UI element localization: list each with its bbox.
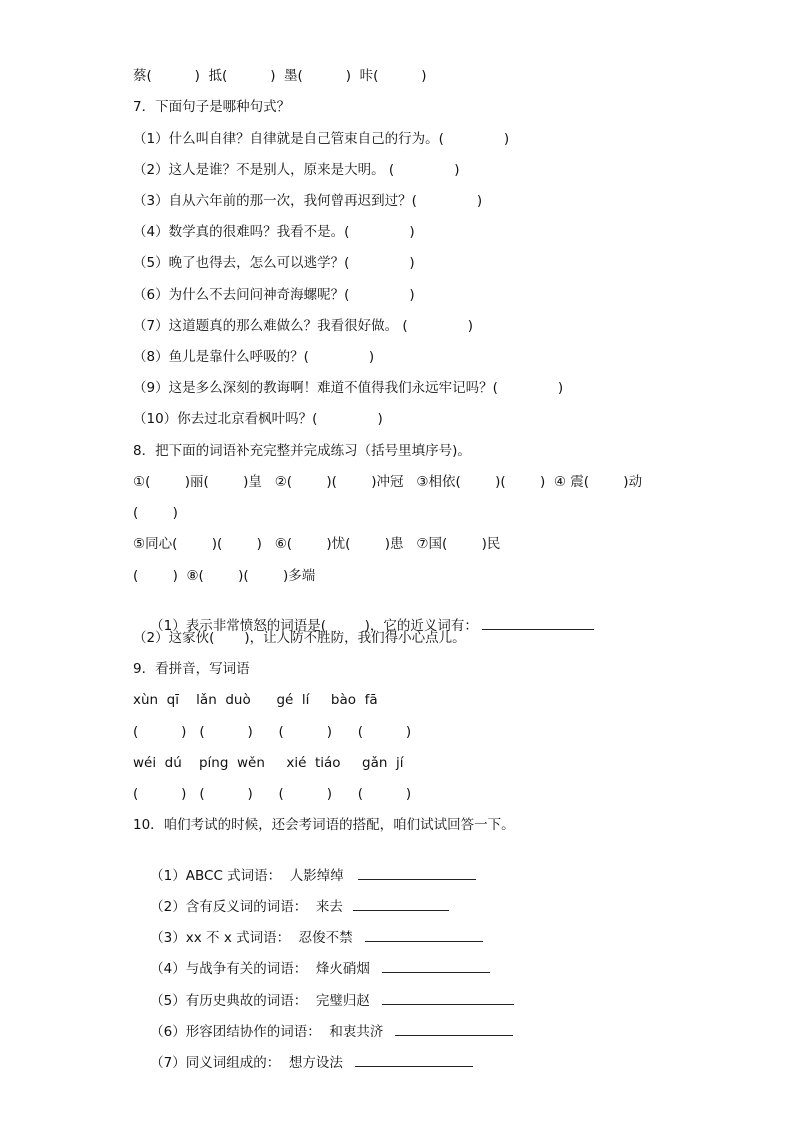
question-10-title: 10．咱们考试的时候，还会考词语的搭配，咱们试试回答一下。 [133,817,515,833]
q7-item-8: （8）鱼儿是靠什么呼吸的？( ) [133,349,375,365]
q7-item-3: （3）自从六年前的那一次，我何曾再迟到过？( ) [133,193,483,209]
answer-blank [382,959,490,973]
q8-sub-2: （2）这家伙( )，让人防不胜防，我们得小心点儿。 [133,630,466,646]
q10-item-4-text: （4）与战争有关的词语： 烽火硝烟 [150,961,370,977]
q7-item-10: （10）你去过北京看枫叶吗？( ) [133,411,383,427]
q10-item-7 [133,1035,473,1090]
q10-item-1-text: （1）ABCC 式词语： 人影绰绰 [150,868,344,884]
q10-item-2-text: （2）含有反义词的词语： 来去 [150,899,343,915]
q7-item-6: （6）为什么不去问问神奇海螺呢？( ) [133,287,415,303]
q7-item-2: （2）这人是谁？不是别人，原来是大明。 ( ) [133,162,460,178]
q8-row-2: ⑤同心( )( ) ⑥( )忧( )患 ⑦国( )民 [133,536,501,552]
answer-blank [382,991,514,1005]
q7-item-7: （7）这道题真的那么难做么？我看很好做。 ( ) [133,318,473,334]
q7-item-4: （4）数学真的很难吗？我看不是。( ) [133,224,415,240]
answer-blank [353,897,449,911]
line-1: 蔡( ) 抵( ) 墨( ) 咔( ) [133,68,427,84]
answer-blank [365,928,483,942]
q7-item-1: （1）什么叫自律？自律就是自己管束自己的行为。( ) [133,131,510,147]
question-7-title: 7．下面句子是哪种句式？ [133,99,291,115]
q8-row-1-wrap: ( ) [133,505,178,521]
answer-blank [358,866,476,880]
answer-blank [395,1022,513,1036]
q10-item-6-text: （6）形容团结协作的词语： 和衷共济 [150,1024,384,1040]
question-9-title: 9．看拼音，写词语 [133,661,250,677]
q10-item-5-text: （5）有历史典故的词语： 完璧归赵 [150,993,370,1009]
q9-pinyin-2: wéi dú píng wěn xié tiáo gǎn jí [133,755,404,771]
question-8-title: 8．把下面的词语补充完整并完成练习（括号里填序号)。 [133,443,471,459]
q7-item-9: （9）这是多么深刻的教诲啊！难道不值得我们永远牢记吗？( ) [133,380,564,396]
answer-blank [482,616,594,630]
q9-blanks-1: ( ) ( ) ( ) ( ) [133,724,412,740]
q8-row-1: ①( )丽( )皇 ②( )( )冲冠 ③相依( )( ) ④ 震( )动 [133,474,643,490]
answer-blank [355,1053,473,1067]
q7-item-5: （5）晚了也得去，怎么可以逃学？( ) [133,255,415,271]
q8-sub-1-text: （1）表示非常愤怒的词语是( )，它的近义词有： [150,618,478,634]
q10-item-3-text: （3）xx 不 x 式词语： 忍俊不禁 [150,930,353,946]
q9-blanks-2: ( ) ( ) ( ) ( ) [133,786,412,802]
q9-pinyin-1: xùn qī lǎn duò gé lí bào fā [133,692,378,708]
q10-item-7-text: （7）同义词组成的： 想方设法 [150,1055,343,1071]
q8-row-3: ( ) ⑧( )( )多端 [133,568,316,584]
